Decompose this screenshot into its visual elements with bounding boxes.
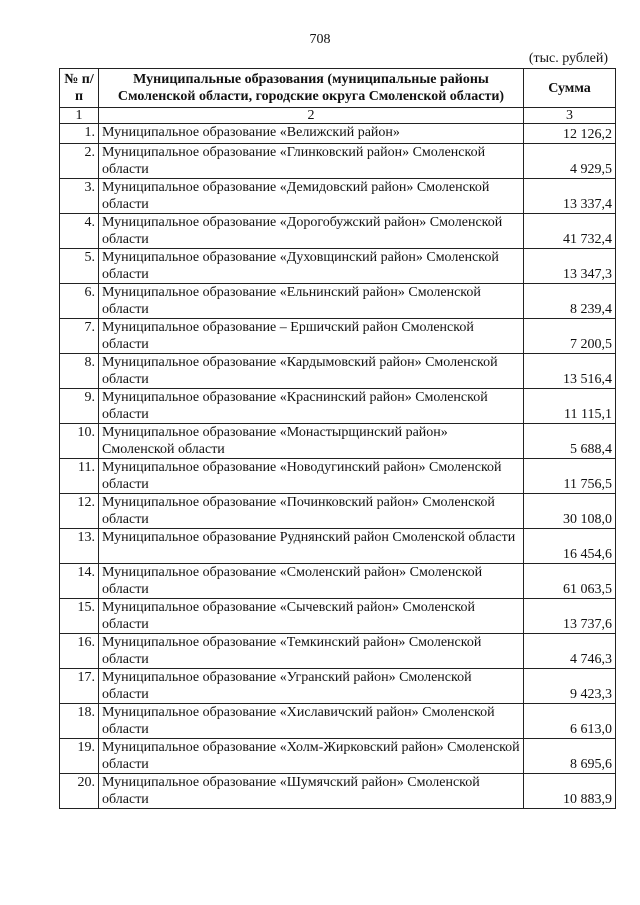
table-row xyxy=(60,634,616,669)
row-sum: 11 115,1 xyxy=(524,389,616,424)
row-sum: 8 695,6 xyxy=(524,739,616,774)
row-number: 14. xyxy=(60,564,99,599)
table-row xyxy=(60,704,616,739)
row-sum: 9 423,3 xyxy=(524,669,616,704)
row-sum: 7 200,5 xyxy=(524,319,616,354)
table-row xyxy=(60,144,616,179)
row-number: 17. xyxy=(60,669,99,704)
row-number: 12. xyxy=(60,494,99,529)
table-row xyxy=(60,389,616,424)
header-num: № п/п xyxy=(60,69,99,108)
column-number: 3 xyxy=(524,108,616,124)
table-header-row xyxy=(60,69,616,108)
table-row xyxy=(60,599,616,634)
municipality-name: Муниципальное образование «Демидовский район» Смоленской области xyxy=(99,179,524,214)
table-row xyxy=(60,354,616,389)
row-number: 15. xyxy=(60,599,99,634)
row-number: 18. xyxy=(60,704,99,739)
municipality-name: Муниципальное образование «Починковский район» Смоленской области xyxy=(99,494,524,529)
table-row xyxy=(60,669,616,704)
municipality-name: Муниципальное образование «Ельнинский район» Смоленской области xyxy=(99,284,524,319)
municipality-name: Муниципальное образование «Темкинский район» Смоленской области xyxy=(99,634,524,669)
table-row xyxy=(60,249,616,284)
row-number: 7. xyxy=(60,319,99,354)
row-sum: 5 688,4 xyxy=(524,424,616,459)
row-sum: 16 454,6 xyxy=(524,529,616,564)
municipality-name: Муниципальное образование «Краснинский район» Смоленской области xyxy=(99,389,524,424)
row-number: 5. xyxy=(60,249,99,284)
table-row xyxy=(60,529,616,564)
row-sum: 4 746,3 xyxy=(524,634,616,669)
table-row xyxy=(60,424,616,459)
units-label: (тыс. рублей) xyxy=(528,51,608,66)
municipality-name: Муниципальное образование «Новодугинский район» Смоленской области xyxy=(99,459,524,494)
row-sum: 8 239,4 xyxy=(524,284,616,319)
table-row xyxy=(60,494,616,529)
header-sum: Сумма xyxy=(524,69,616,108)
table-row xyxy=(60,284,616,319)
row-number: 1. xyxy=(60,124,99,144)
row-number: 11. xyxy=(60,459,99,494)
municipality-name: Муниципальное образование «Кардымовский район» Смоленской области xyxy=(99,354,524,389)
table-row xyxy=(60,319,616,354)
table-row xyxy=(60,739,616,774)
municipality-name: Муниципальное образование «Дорогобужский район» Смоленской области xyxy=(99,214,524,249)
municipality-name: Муниципальное образование «Шумячский район» Смоленской области xyxy=(99,774,524,809)
municipality-name: Муниципальное образование «Монастырщинский район» Смоленской области xyxy=(99,424,524,459)
municipality-name: Муниципальное образование «Сычевский район» Смоленской области xyxy=(99,599,524,634)
row-sum: 12 126,2 xyxy=(524,124,616,144)
row-sum: 13 737,6 xyxy=(524,599,616,634)
row-sum: 30 108,0 xyxy=(524,494,616,529)
municipality-name: Муниципальное образование «Смоленский район» Смоленской области xyxy=(99,564,524,599)
municipality-name: Муниципальное образование «Велижский район» xyxy=(99,124,524,144)
municipality-name: Муниципальное образование – Ершичский район Смоленской области xyxy=(99,319,524,354)
row-number: 10. xyxy=(60,424,99,459)
row-sum: 13 516,4 xyxy=(524,354,616,389)
row-number: 16. xyxy=(60,634,99,669)
row-sum: 6 613,0 xyxy=(524,704,616,739)
row-number: 19. xyxy=(60,739,99,774)
row-number: 8. xyxy=(60,354,99,389)
column-numbers-row xyxy=(60,108,616,124)
row-sum: 61 063,5 xyxy=(524,564,616,599)
table-row xyxy=(60,214,616,249)
row-number: 6. xyxy=(60,284,99,319)
table-row xyxy=(60,459,616,494)
row-sum: 41 732,4 xyxy=(524,214,616,249)
table-row xyxy=(60,564,616,599)
row-sum: 13 337,4 xyxy=(524,179,616,214)
municipality-name: Муниципальное образование «Холм-Жирковский район» Смоленской области xyxy=(99,739,524,774)
row-sum: 4 929,5 xyxy=(524,144,616,179)
row-number: 13. xyxy=(60,529,99,564)
table-row xyxy=(60,774,616,809)
municipality-name: Муниципальное образование «Духовщинский район» Смоленской области xyxy=(99,249,524,284)
municipality-name: Муниципальное образование Руднянский район Смоленской области xyxy=(99,529,524,564)
row-sum: 10 883,9 xyxy=(524,774,616,809)
allocation-table xyxy=(59,68,616,809)
row-number: 4. xyxy=(60,214,99,249)
row-number: 2. xyxy=(60,144,99,179)
municipality-name: Муниципальное образование «Глинковский район» Смоленской области xyxy=(99,144,524,179)
column-number: 1 xyxy=(60,108,99,124)
row-sum: 11 756,5 xyxy=(524,459,616,494)
municipality-name: Муниципальное образование «Угранский район» Смоленской области xyxy=(99,669,524,704)
column-number: 2 xyxy=(99,108,524,124)
row-number: 9. xyxy=(60,389,99,424)
row-sum: 13 347,3 xyxy=(524,249,616,284)
row-number: 3. xyxy=(60,179,99,214)
table-row xyxy=(60,124,616,144)
table-row xyxy=(60,179,616,214)
municipality-name: Муниципальное образование «Хиславичский район» Смоленской области xyxy=(99,704,524,739)
header-name: Муниципальные образования (муниципальные районы Смоленской области, городские округа Смоленской области) xyxy=(99,69,524,108)
row-number: 20. xyxy=(60,774,99,809)
page-number: 708 xyxy=(309,32,331,47)
